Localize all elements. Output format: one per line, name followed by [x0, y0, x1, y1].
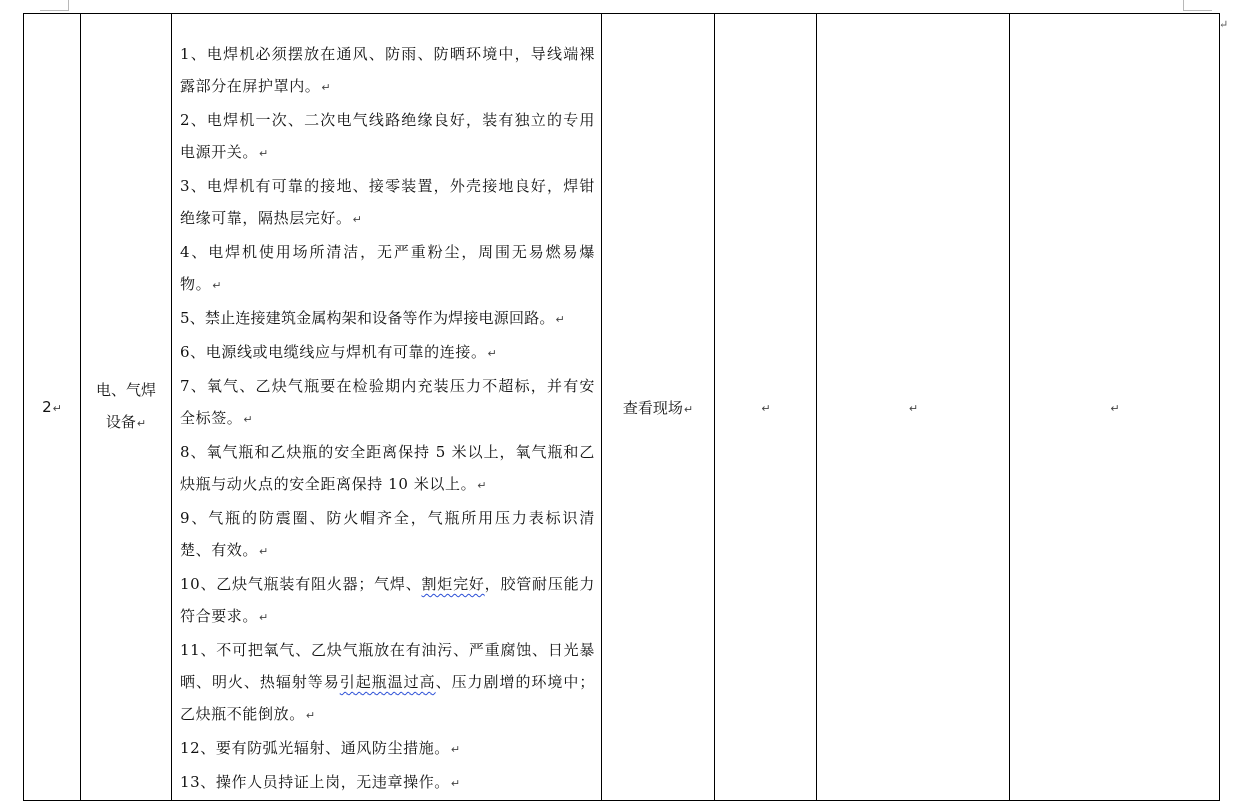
method-text: 查看现场	[622, 398, 683, 417]
empty-cell-1[interactable]	[715, 14, 817, 801]
method-cell[interactable]	[602, 14, 715, 801]
category-cell[interactable]	[81, 14, 172, 801]
requirement-item-9: 9、气瓶的防震圈、防火帽齐全，气瓶所用压力表标识清楚、有效。↵	[180, 509, 595, 559]
requirement-item-1: 1、电焊机必须摆放在通风、防雨、防晒环境中，导线端裸露部分在屏护罩内。↵	[180, 45, 595, 95]
paragraph-mark: ↵	[1110, 402, 1120, 415]
paragraph-mark: ↵	[908, 402, 919, 415]
empty-cell-2[interactable]	[817, 14, 1010, 801]
empty-cell-3[interactable]	[1010, 14, 1220, 801]
row-number-cell[interactable]	[24, 14, 81, 801]
category-line-1: 电、气焊	[95, 381, 156, 399]
category-line-2: 设备	[105, 413, 136, 431]
inspection-table	[23, 13, 1220, 801]
paragraph-mark: ↵	[761, 402, 771, 415]
paragraph-mark: ↵	[683, 402, 694, 416]
requirement-item-3: 3、电焊机有可靠的接地、接零装置，外壳接地良好，焊钳绝缘可靠，隔热层完好。↵	[180, 177, 595, 227]
paragraph-mark: ↵	[1219, 18, 1229, 31]
requirement-item-5: 5、禁止连接建筑金属构架和设备等作为焊接电源回路。↵	[180, 309, 565, 327]
spellcheck-underline: 割炬完好	[421, 575, 485, 593]
requirement-item-4: 4、电焊机使用场所清洁，无严重粉尘，周围无易燃易爆物。↵	[180, 243, 595, 293]
table-row	[24, 14, 1220, 801]
requirements-cell[interactable]	[172, 14, 602, 801]
requirement-item-12: 12、要有防弧光辐射、通风防尘措施。↵	[180, 739, 461, 757]
row-number: 2	[42, 398, 52, 416]
requirement-item-2: 2、电焊机一次、二次电气线路绝缘良好，装有独立的专用电源开关。↵	[180, 111, 595, 161]
requirement-item-8: 8、氧气瓶和乙炔瓶的安全距离保持 5 米以上，氧气瓶和乙炔瓶与动火点的安全距离保持 10 米以上。↵	[180, 443, 595, 493]
requirement-item-11: 11、不可把氧气、乙炔气瓶放在有油污、严重腐蚀、日光暴晒、明火、热辐射等易引起瓶温过高、压力剧增的环境中；乙炔瓶不能倒放。↵	[180, 641, 595, 723]
spellcheck-underline: 引起瓶温过高	[339, 673, 436, 691]
page-corner-mark-right	[1183, 0, 1212, 11]
paragraph-mark: ↵	[52, 402, 62, 415]
requirement-item-13: 13、操作人员持证上岗，无违章操作。↵	[180, 773, 461, 791]
requirement-item-10: 10、乙炔气瓶装有阻火器；气焊、割炬完好，胶管耐压能力符合要求。↵	[180, 575, 595, 625]
paragraph-mark: ↵	[136, 417, 147, 430]
requirement-item-7: 7、氧气、乙炔气瓶要在检验期内充装压力不超标，并有安全标签。↵	[180, 377, 595, 427]
requirement-item-6: 6、电源线或电缆线应与焊机有可靠的连接。↵	[180, 343, 498, 361]
page-corner-mark-left	[40, 0, 69, 11]
